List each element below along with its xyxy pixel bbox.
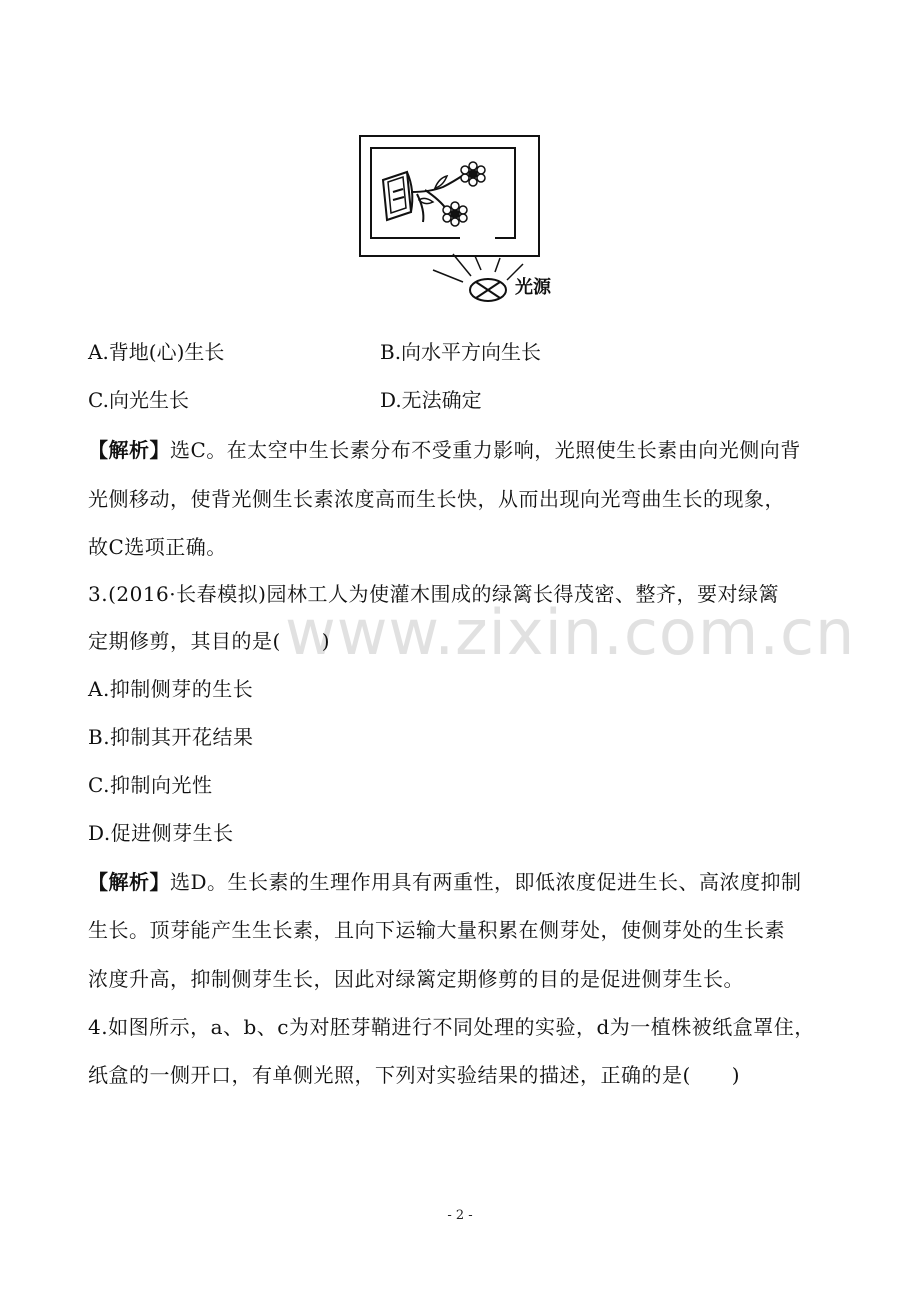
q4-stem-line-2: 纸盒的一侧开口，有单侧光照，下列对实验结果的描述，正确的是( ) [88, 1063, 741, 1087]
light-source-label: 光源 [515, 277, 551, 298]
q3-option-d: D.促进侧芽生长 [88, 821, 234, 845]
light-bulb-icon [470, 279, 506, 301]
q2-analysis-line-1: 【解析】选C。在太空中生长素分布不受重力影响，光照使生长素由向光侧向背 [88, 438, 801, 462]
q3-stem-line-2: 定期修剪，其目的是( ) [88, 629, 331, 653]
q4-stem-line-1: 4.如图所示，a、b、c为对胚芽鞘进行不同处理的实验，d为一植株被纸盒罩住， [88, 1015, 815, 1039]
q2-option-b: B.向水平方向生长 [380, 340, 542, 364]
page-number: - 2 - [447, 1208, 473, 1223]
q3-option-b: B.抑制其开花结果 [88, 725, 254, 749]
light-rays [433, 254, 523, 282]
q3-option-c: C.抑制向光性 [88, 773, 213, 797]
watermark: www.zixin.com.cn [285, 596, 856, 669]
q3-analysis-line-3: 浓度升高，抑制侧芽生长，因此对绿篱定期修剪的目的是促进侧芽生长。 [88, 967, 744, 991]
q2-analysis-line-2: 光侧移动，使背光侧生长素浓度高而生长快，从而出现向光弯曲生长的现象， [88, 487, 785, 511]
q3-stem-line-1: 3.(2016·长春模拟)园林工人为使灌木围成的绿篱长得茂密、整齐，要对绿篱 [88, 582, 779, 606]
experiment-figure [355, 130, 585, 305]
flower-pot [383, 172, 412, 220]
q3-option-a: A.抑制侧芽的生长 [88, 677, 254, 701]
analysis-tag: 【解析】 [88, 870, 170, 894]
q3-analysis-line-1: 【解析】选D。生长素的生理作用具有两重性，即低浓度促进生长、高浓度抑制 [88, 870, 802, 894]
flower-icon [443, 202, 467, 226]
q2-option-a: A.背地(心)生长 [88, 340, 225, 364]
q2-option-c: C.向光生长 [88, 388, 189, 412]
flower-icon [461, 162, 485, 186]
q2-option-d: D.无法确定 [380, 388, 482, 412]
analysis-tag: 【解析】 [88, 438, 170, 462]
q3-analysis-line-2: 生长。顶芽能产生生长素，且向下运输大量积累在侧芽处，使侧芽处的生长素 [88, 918, 785, 942]
q2-analysis-line-3: 故C选项正确。 [88, 535, 227, 559]
